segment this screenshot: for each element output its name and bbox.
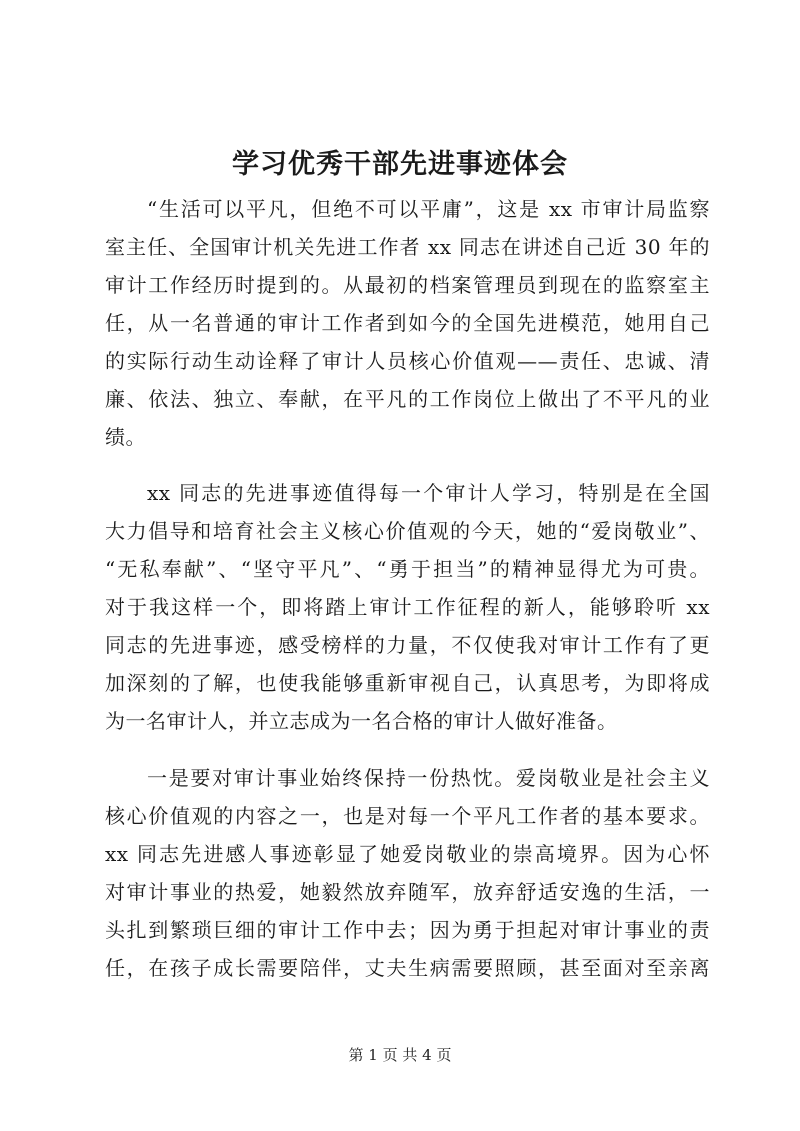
paragraph-3-line-4: 对审计事业的热爱，她毅然放弃随军，放弃舒适安逸的生活，一 bbox=[105, 880, 710, 904]
paragraph-2-line-4: 对于我这样一个，即将踏上审计工作征程的新人，能够聆听 xx bbox=[105, 595, 710, 619]
page-footer: 第 1 页 共 4 页 bbox=[348, 1046, 452, 1064]
paragraph-1-line-4: 任，从一名普通的审计工作者到如今的全国先进模范，她用自己 bbox=[105, 311, 710, 335]
paragraph-3-line-5: 头扎到繁琐巨细的审计工作中去；因为勇于担起对审计事业的责 bbox=[105, 918, 710, 942]
paragraph-2-line-1: xx 同志的先进事迹值得每一个审计人学习，特别是在全国 bbox=[147, 481, 710, 505]
paragraph-2-line-6: 加深刻的了解，也使我能够重新审视自己，认真思考，为即将成 bbox=[105, 671, 710, 695]
paragraph-2-line-3: “无私奉献”、“坚守平凡”、“勇于担当”的精神显得尤为可贵。 bbox=[105, 557, 710, 581]
paragraph-3-line-6: 任，在孩子成长需要陪伴，丈夫生病需要照顾，甚至面对至亲离 bbox=[105, 956, 710, 980]
paragraph-1-line-7: 绩。 bbox=[105, 425, 146, 449]
paragraph-2-line-5: 同志的先进事迹，感受榜样的力量，不仅使我对审计工作有了更 bbox=[105, 633, 710, 657]
paragraph-1-line-6: 廉、依法、独立、奉献，在平凡的工作岗位上做出了不平凡的业 bbox=[105, 387, 710, 411]
paragraph-2-line-7: 为一名审计人，并立志成为一名合格的审计人做好准备。 bbox=[105, 709, 618, 733]
paragraph-1-line-5: 的实际行动生动诠释了审计人员核心价值观——责任、忠诚、清 bbox=[105, 349, 710, 373]
paragraph-1-line-3: 审计工作经历时提到的。从最初的档案管理员到现在的监察室主 bbox=[105, 273, 710, 297]
paragraph-3-line-1: 一是要对审计事业始终保持一份热忱。爱岗敬业是社会主义 bbox=[147, 766, 710, 790]
paragraph-1-line-2: 室主任、全国审计机关先进工作者 xx 同志在讲述自己近 30 年的 bbox=[105, 235, 710, 259]
paragraph-3-line-2: 核心价值观的内容之一，也是对每一个平凡工作者的基本要求。 bbox=[105, 804, 710, 828]
paragraph-1-line-1: “生活可以平凡，但绝不可以平庸”，这是 xx 市审计局监察 bbox=[147, 197, 710, 221]
document-title: 学习优秀干部先进事迹体会 bbox=[232, 149, 568, 180]
paragraph-2-line-2: 大力倡导和培育社会主义核心价值观的今天，她的“爱岗敬业”、 bbox=[105, 519, 710, 543]
paragraph-3-line-3: xx 同志先进感人事迹彰显了她爱岗敬业的崇高境界。因为心怀 bbox=[105, 842, 710, 866]
